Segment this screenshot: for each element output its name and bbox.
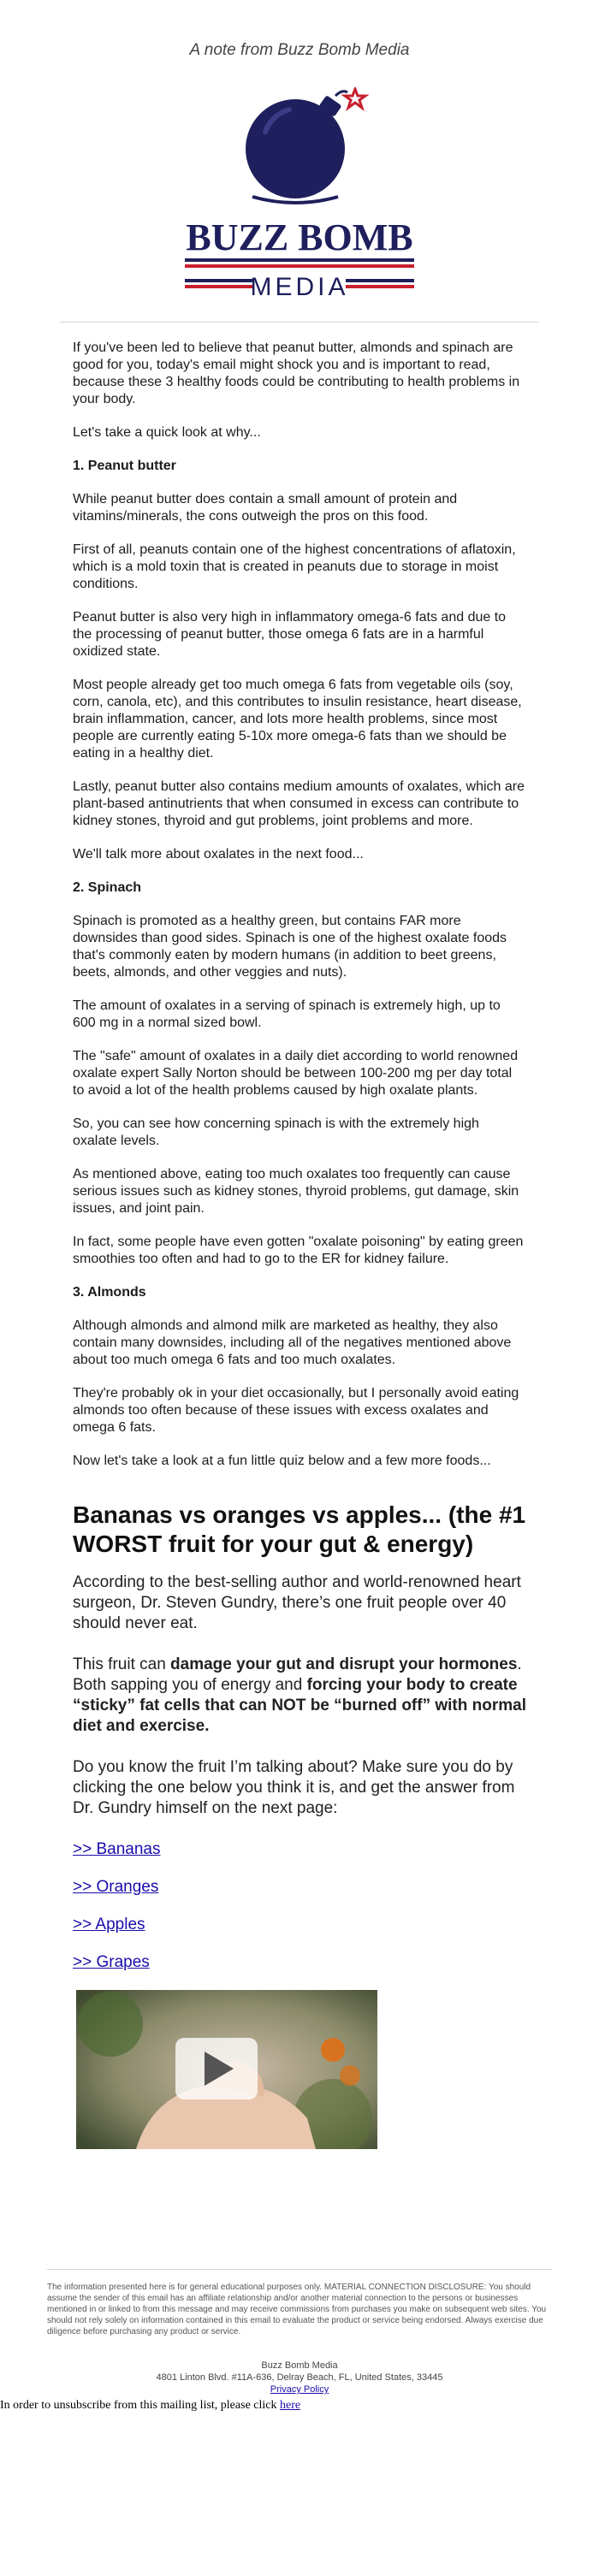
article-paragraph: Spinach is promoted as a healthy green, but contains FAR more downsides than good sides. Spinach is one of the highest oxalate foods that's commonly eaten by modern humans (in addition to beet greens, beets, almonds, and other veggies and nuts). xyxy=(73,914,507,980)
logo-text-line2: MEDIA xyxy=(250,273,349,301)
buzz-bomb-media-logo xyxy=(180,87,419,301)
preheader-text: A note from Buzz Bomb Media xyxy=(189,41,410,59)
play-icon xyxy=(175,2038,258,2099)
article-paragraph: Let's take a quick look at why... xyxy=(73,425,261,440)
article-paragraph: If you've been led to believe that peanut butter, almonds and spinach are good for you, today's email might shock you and is important to read, because these 3 healthy foods could be contributing to health problems in your body. xyxy=(73,341,520,406)
disclaimer-text: The information presented here is for general educational purposes only. MATERIAL CONNECTION DISCLOSURE: You should assume the sender of this email has an affiliate relationship and/or another material connection to the persons or businesses mentioned in or linked to from this message and may receive commissions from purchases you make on subsequent web sites. You should not rely solely on information contained in this email to evaluate the product or service being endorsed. Always exercise due diligence before purchasing any product or service. xyxy=(47,2269,552,2337)
unsubscribe-notice: In order to unsubscribe from this mailing list, please click here xyxy=(0,2399,301,2412)
video-thumbnail[interactable] xyxy=(76,1990,377,2149)
article-paragraph: They're probably ok in your diet occasionally, but I personally avoid eating almonds too often because of these issues with excess oxalates and omega 6 fats. xyxy=(73,1386,519,1435)
section-heading: 2. Spinach xyxy=(73,880,142,895)
article-body xyxy=(73,340,526,1470)
promo-section xyxy=(73,1501,526,2149)
article-paragraph: Now let's take a look at a fun little quiz below and a few more foods... xyxy=(73,1454,491,1468)
quiz-link-apples[interactable]: >> Apples xyxy=(73,1916,145,1933)
section-heading: 3. Almonds xyxy=(73,1285,146,1300)
article-paragraph: Lastly, peanut butter also contains medium amounts of oxalates, which are plant-based antinutrients that when consumed in excess can contribute to kidney stones, thyroid and gut problems, joint problems and more. xyxy=(73,779,525,828)
promo-headline: Bananas vs oranges vs apples... (the #1 WORST fruit for your gut & energy) xyxy=(73,1501,526,1557)
article-paragraph: The amount of oxalates in a serving of spinach is extremely high, up to 600 mg in a normal sized bowl. xyxy=(73,998,501,1030)
footer-company: Buzz Bomb Media xyxy=(261,2360,338,2371)
promo-paragraph-1: According to the best-selling author and world-renowned heart surgeon, Dr. Steven Gundry, there’s one fruit people over 40 should never eat. xyxy=(73,1573,521,1632)
logo-text-line1: BUZZ BOMB xyxy=(186,216,413,258)
header-divider xyxy=(60,322,539,323)
article-paragraph: So, you can see how concerning spinach is with the extremely high oxalate levels. xyxy=(73,1116,479,1148)
promo-paragraph-2: This fruit can damage your gut and disrupt your hormones. Both sapping you of energy and forcing your body to create “sticky” fat cells that can NOT be “burned off” with normal diet and exercise. xyxy=(73,1655,526,1735)
article-paragraph: While peanut butter does contain a small amount of protein and vitamins/minerals, the cons outweigh the pros on this food. xyxy=(73,492,458,524)
article-paragraph: First of all, peanuts contain one of the highest concentrations of aflatoxin, which is a mold toxin that is created in peanuts due to storage in moist conditions. xyxy=(73,542,516,591)
article-paragraph: Most people already get too much omega 6 fats from vegetable oils (soy, corn, canola, etc), and this contributes to insulin resistance, heart disease, brain inflammation, cancer, and lots more health problems, since most people are currently eating 5-10x more omega-6 fats than we should be eating in a healthy diet. xyxy=(73,678,522,761)
article-paragraph: Although almonds and almond milk are marketed as healthy, they also contain many downsides, including all of the negatives mentioned above about too much omega 6 fats and too much oxalates. xyxy=(73,1318,512,1367)
quiz-link-bananas[interactable]: >> Bananas xyxy=(73,1840,161,1858)
section-heading: 1. Peanut butter xyxy=(73,459,176,473)
privacy-policy-link[interactable]: Privacy Policy xyxy=(270,2384,329,2395)
footer xyxy=(0,2360,599,2395)
article-paragraph: The "safe" amount of oxalates in a daily diet according to world renowned oxalate expert Sally Norton should be between 100-200 mg per day total to avoid a lot of the health problems caused by high oxalate plants. xyxy=(73,1049,519,1098)
promo-paragraph-3: Do you know the fruit I’m talking about? Make sure you do by clicking the one below you think it is, and get the answer from Dr. Gundry himself on the next page: xyxy=(73,1758,515,1817)
article-paragraph: We'll talk more about oxalates in the next food... xyxy=(73,847,364,862)
footer-address: 4801 Linton Blvd. #11A-636, Delray Beach, FL, United States, 33445 xyxy=(156,2372,443,2383)
quiz-link-oranges[interactable]: >> Oranges xyxy=(73,1878,159,1896)
article-paragraph: In fact, some people have even gotten "oxalate poisoning" by eating green smoothies too often and had to go to the ER for kidney failure. xyxy=(73,1235,524,1266)
article-paragraph: As mentioned above, eating too much oxalates too frequently can cause serious issues such as kidney stones, thyroid problems, gut damage, skin issues, and joint pain. xyxy=(73,1167,519,1216)
spark-icon xyxy=(345,89,365,108)
unsubscribe-link[interactable]: here xyxy=(279,2399,301,2412)
article-paragraph: Peanut butter is also very high in inflammatory omega-6 fats and due to the processing of peanut butter, those omega 6 fats are in a harmful oxidized state. xyxy=(73,610,507,659)
quiz-link-grapes[interactable]: >> Grapes xyxy=(73,1953,150,1971)
